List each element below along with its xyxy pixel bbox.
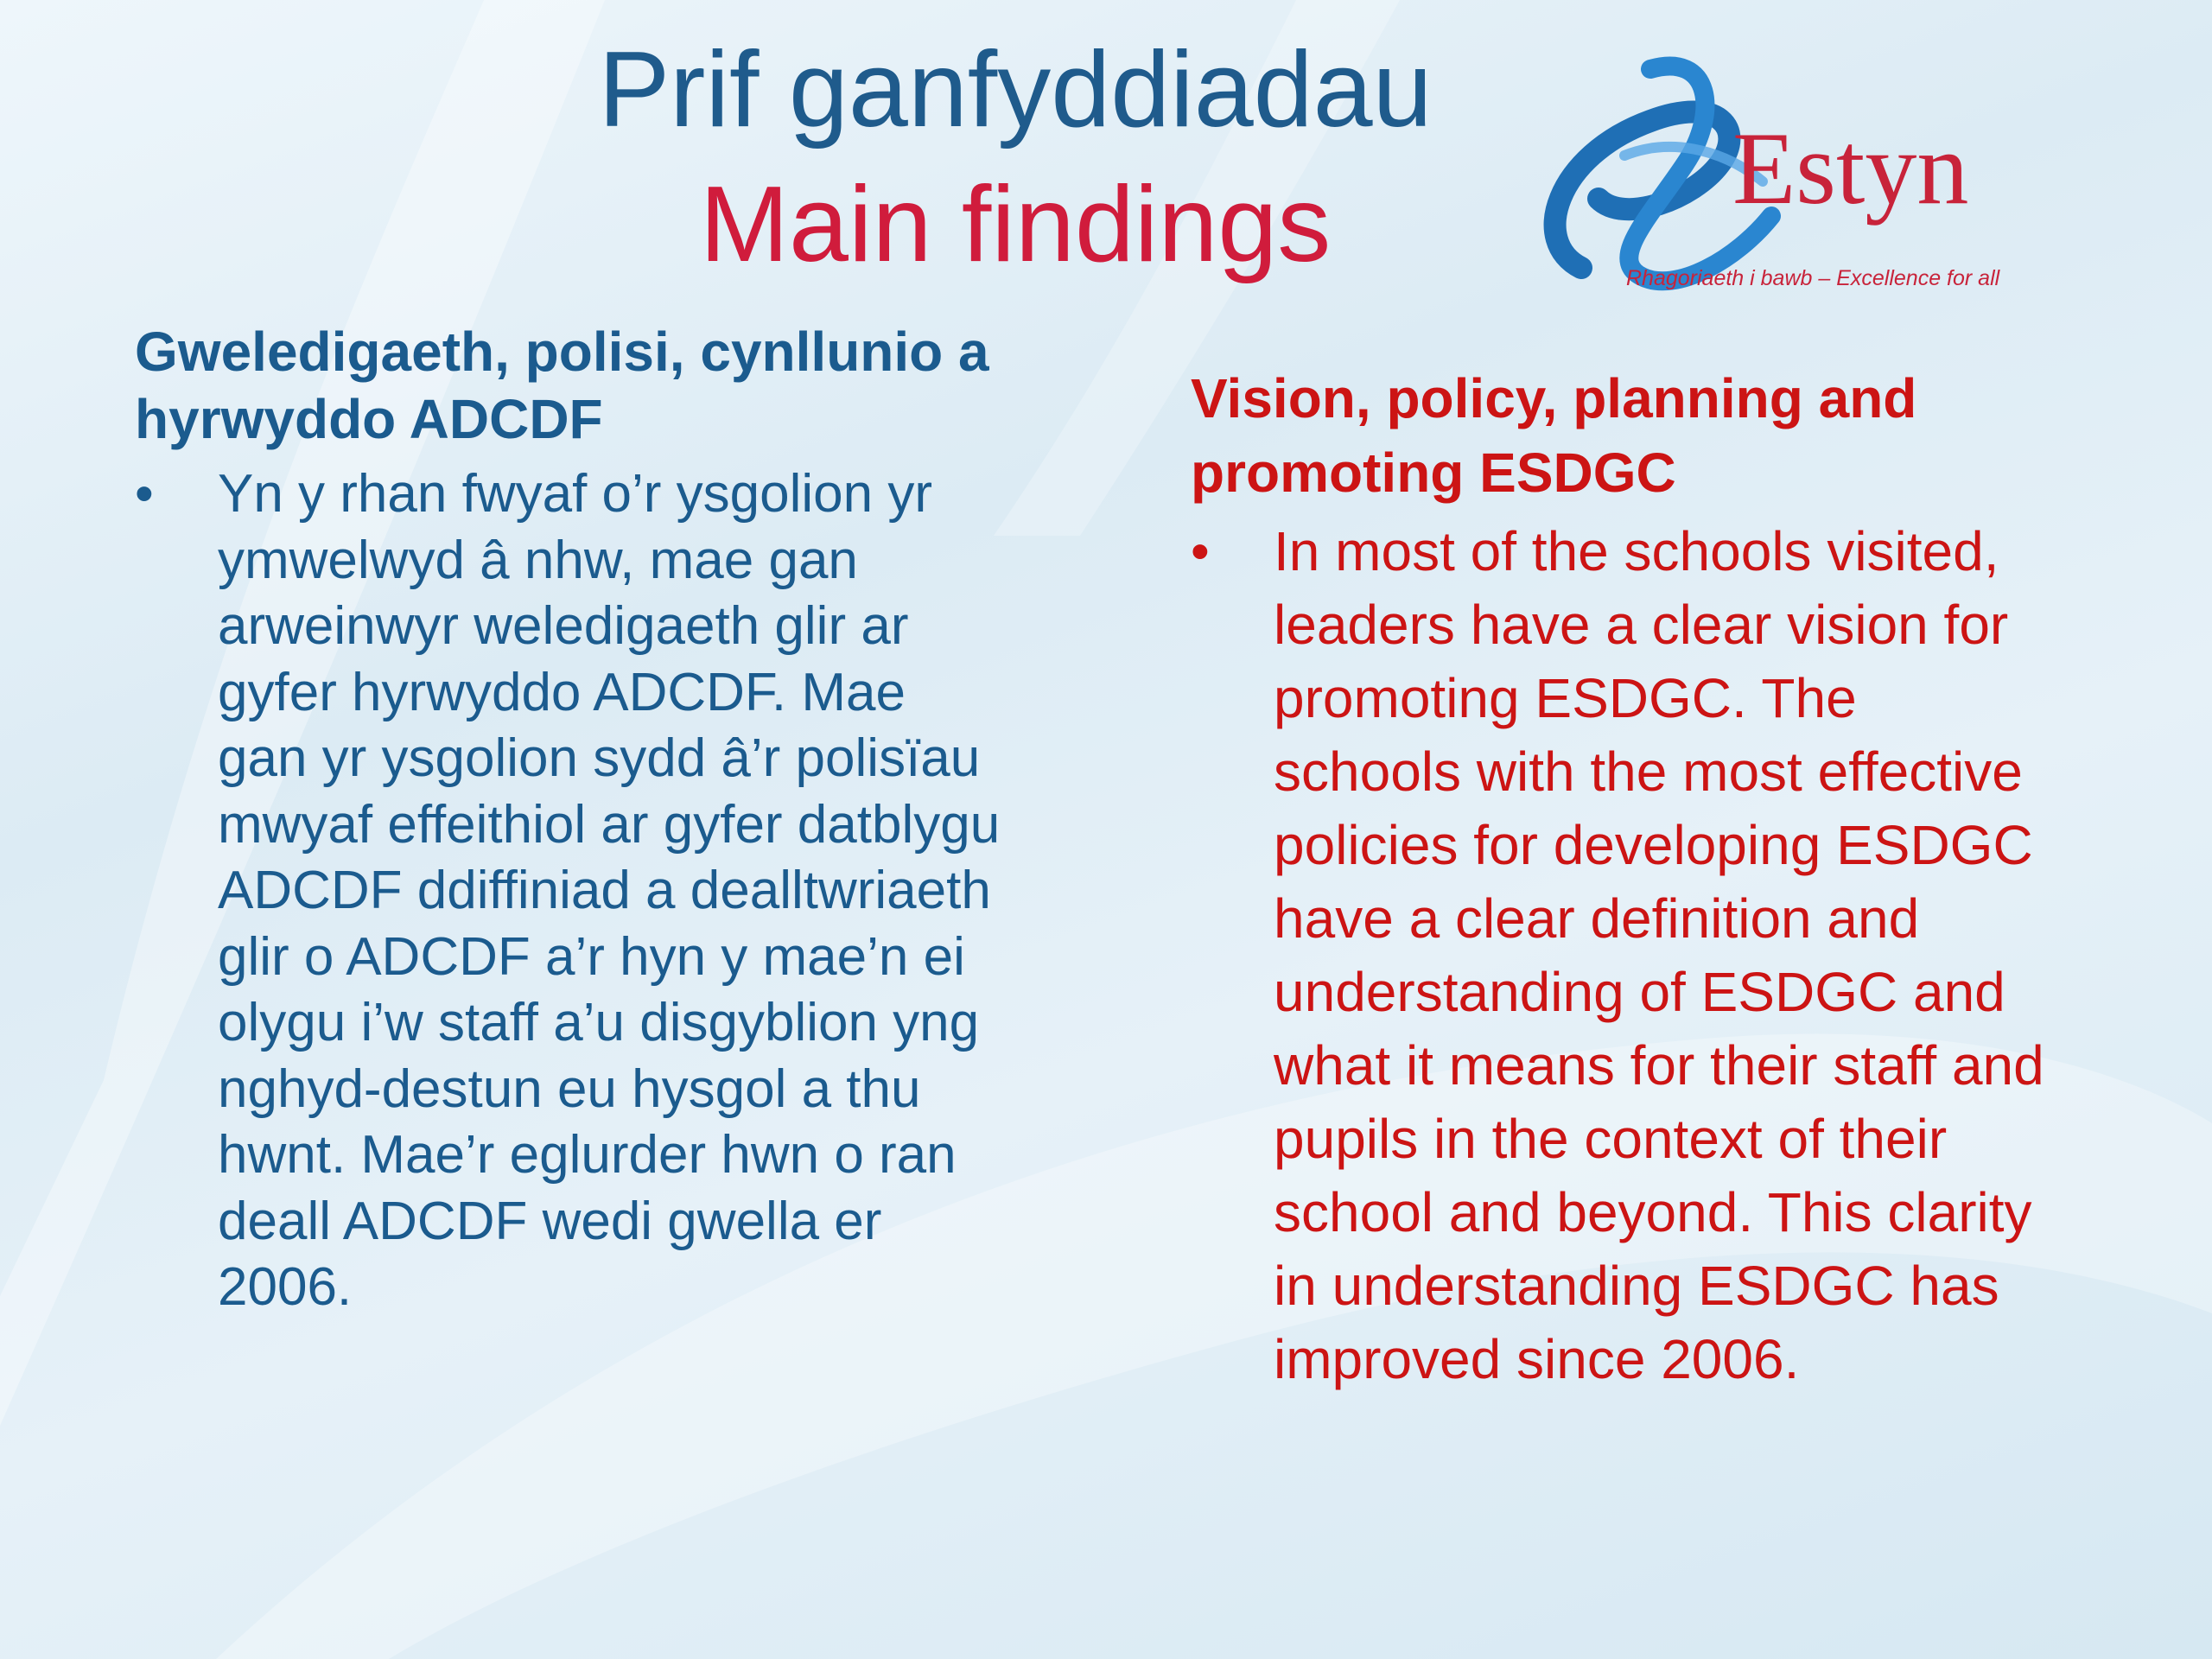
welsh-section-heading: Gweledigaeth, polisi, cynllunio a hyrwyddo ADCDF bbox=[135, 321, 989, 450]
english-bullet-item bbox=[1191, 515, 2150, 1396]
english-finding-text: In most of the schools visited, leaders have a clear vision for promoting ESDGC. The schools with the most effective policies for developing ESDGC have a clear definition and understanding of ESDGC and what it means for their staff and pupils in the context of their school and beyond. This clarity in understanding ESDGC has improved since 2006. bbox=[1274, 520, 2044, 1390]
welsh-findings-column bbox=[135, 318, 1154, 1321]
english-findings-column bbox=[1191, 361, 2150, 1396]
page-title-welsh: Prif ganfyddiadau bbox=[598, 30, 1433, 149]
logo-tagline: Rhagoriaeth i bawb – Excellence for all bbox=[1626, 266, 2000, 290]
bullet-marker: • bbox=[1191, 522, 1210, 582]
page-title-english: Main findings bbox=[699, 165, 1332, 284]
logo-wordmark: Estyn bbox=[1732, 111, 1969, 226]
bullet-marker: • bbox=[135, 464, 154, 524]
estyn-logo bbox=[1521, 52, 2074, 302]
welsh-bullet-item bbox=[135, 461, 1154, 1321]
english-section-heading: Vision, policy, planning and promoting ESDGC bbox=[1191, 367, 1917, 504]
welsh-finding-text: Yn y rhan fwyaf o’r ysgolion yr ymwelwyd â nhw, mae gan arweinwyr weledigaeth glir ar gyfer hyrwyddo ADCDF. Mae gan yr ysgolion sydd â’r polisïau mwyaf effeithiol ar gyfer datblygu ADCDF ddiffiniad a dealltwriaeth glir o ADCDF a’r hyn y mae’n ei olygu i’w staff a’u disgyblion yng nghyd-destun eu hysgol a thu hwnt. Mae’r eglurder hwn o ran deall ADCDF wedi gwella er 2006. bbox=[218, 464, 1001, 1317]
